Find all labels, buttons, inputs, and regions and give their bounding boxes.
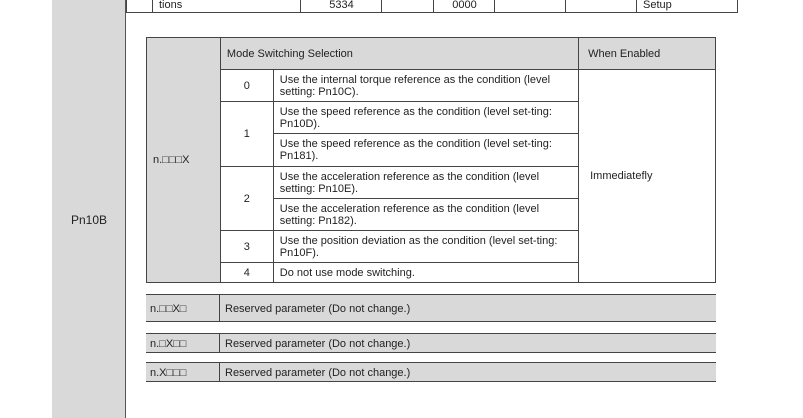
option-value: 3 <box>220 231 273 263</box>
reserved-code: n.□X□□ <box>150 338 187 350</box>
when-enabled-header: When Enabled <box>579 38 716 70</box>
table-title: Mode Switching Selection <box>220 38 578 70</box>
previous-row-cell: tions <box>152 0 333 13</box>
digit-code: n.□□□X <box>147 38 221 283</box>
reserved-text: Reserved parameter (Do not change.) <box>225 367 411 379</box>
option-description: Use the internal torque reference as the condition (level setting: Pn10C). <box>273 70 578 102</box>
reserved-text: Reserved parameter (Do not change.) <box>225 338 411 350</box>
parameter-column <box>52 0 126 418</box>
previous-row-cell: 5334 <box>300 0 382 13</box>
reserved-code: n.□□X□ <box>150 303 187 315</box>
reserved-code: n.X□□□ <box>150 367 187 379</box>
previous-row-cell <box>126 0 133 13</box>
previous-row <box>126 0 738 13</box>
option-description: Use the acceleration reference as the condition (level setting: Pn182). <box>273 199 578 231</box>
reserved-text: Reserved parameter (Do not change.) <box>225 303 411 315</box>
option-value: 0 <box>220 70 273 102</box>
option-value: 2 <box>220 167 273 231</box>
when-enabled-value: Immediatefly <box>579 70 716 283</box>
reserved-row <box>146 333 716 353</box>
previous-row-cell <box>565 0 637 13</box>
option-description: Do not use mode switching. <box>273 263 578 283</box>
reserved-row <box>146 294 716 322</box>
mode-switching-table <box>146 37 716 283</box>
option-value: 4 <box>220 263 273 283</box>
previous-row-cell <box>494 0 566 13</box>
option-value: 1 <box>220 102 273 167</box>
previous-row-cell <box>381 0 434 13</box>
previous-row-cell: 0000 <box>433 0 495 13</box>
previous-row-cell: Setup <box>636 0 745 13</box>
reserved-row <box>146 362 716 382</box>
option-description: Use the acceleration reference as the condition (level setting: Pn10E). <box>273 167 578 199</box>
option-description: Use the speed reference as the condition (level set-ting: Pn10D). <box>273 102 578 134</box>
option-description: Use the speed reference as the condition (level set-ting: Pn181). <box>273 134 578 167</box>
parameter-number: Pn10B <box>70 213 108 227</box>
option-description: Use the position deviation as the condition (level set-ting: Pn10F). <box>273 231 578 263</box>
